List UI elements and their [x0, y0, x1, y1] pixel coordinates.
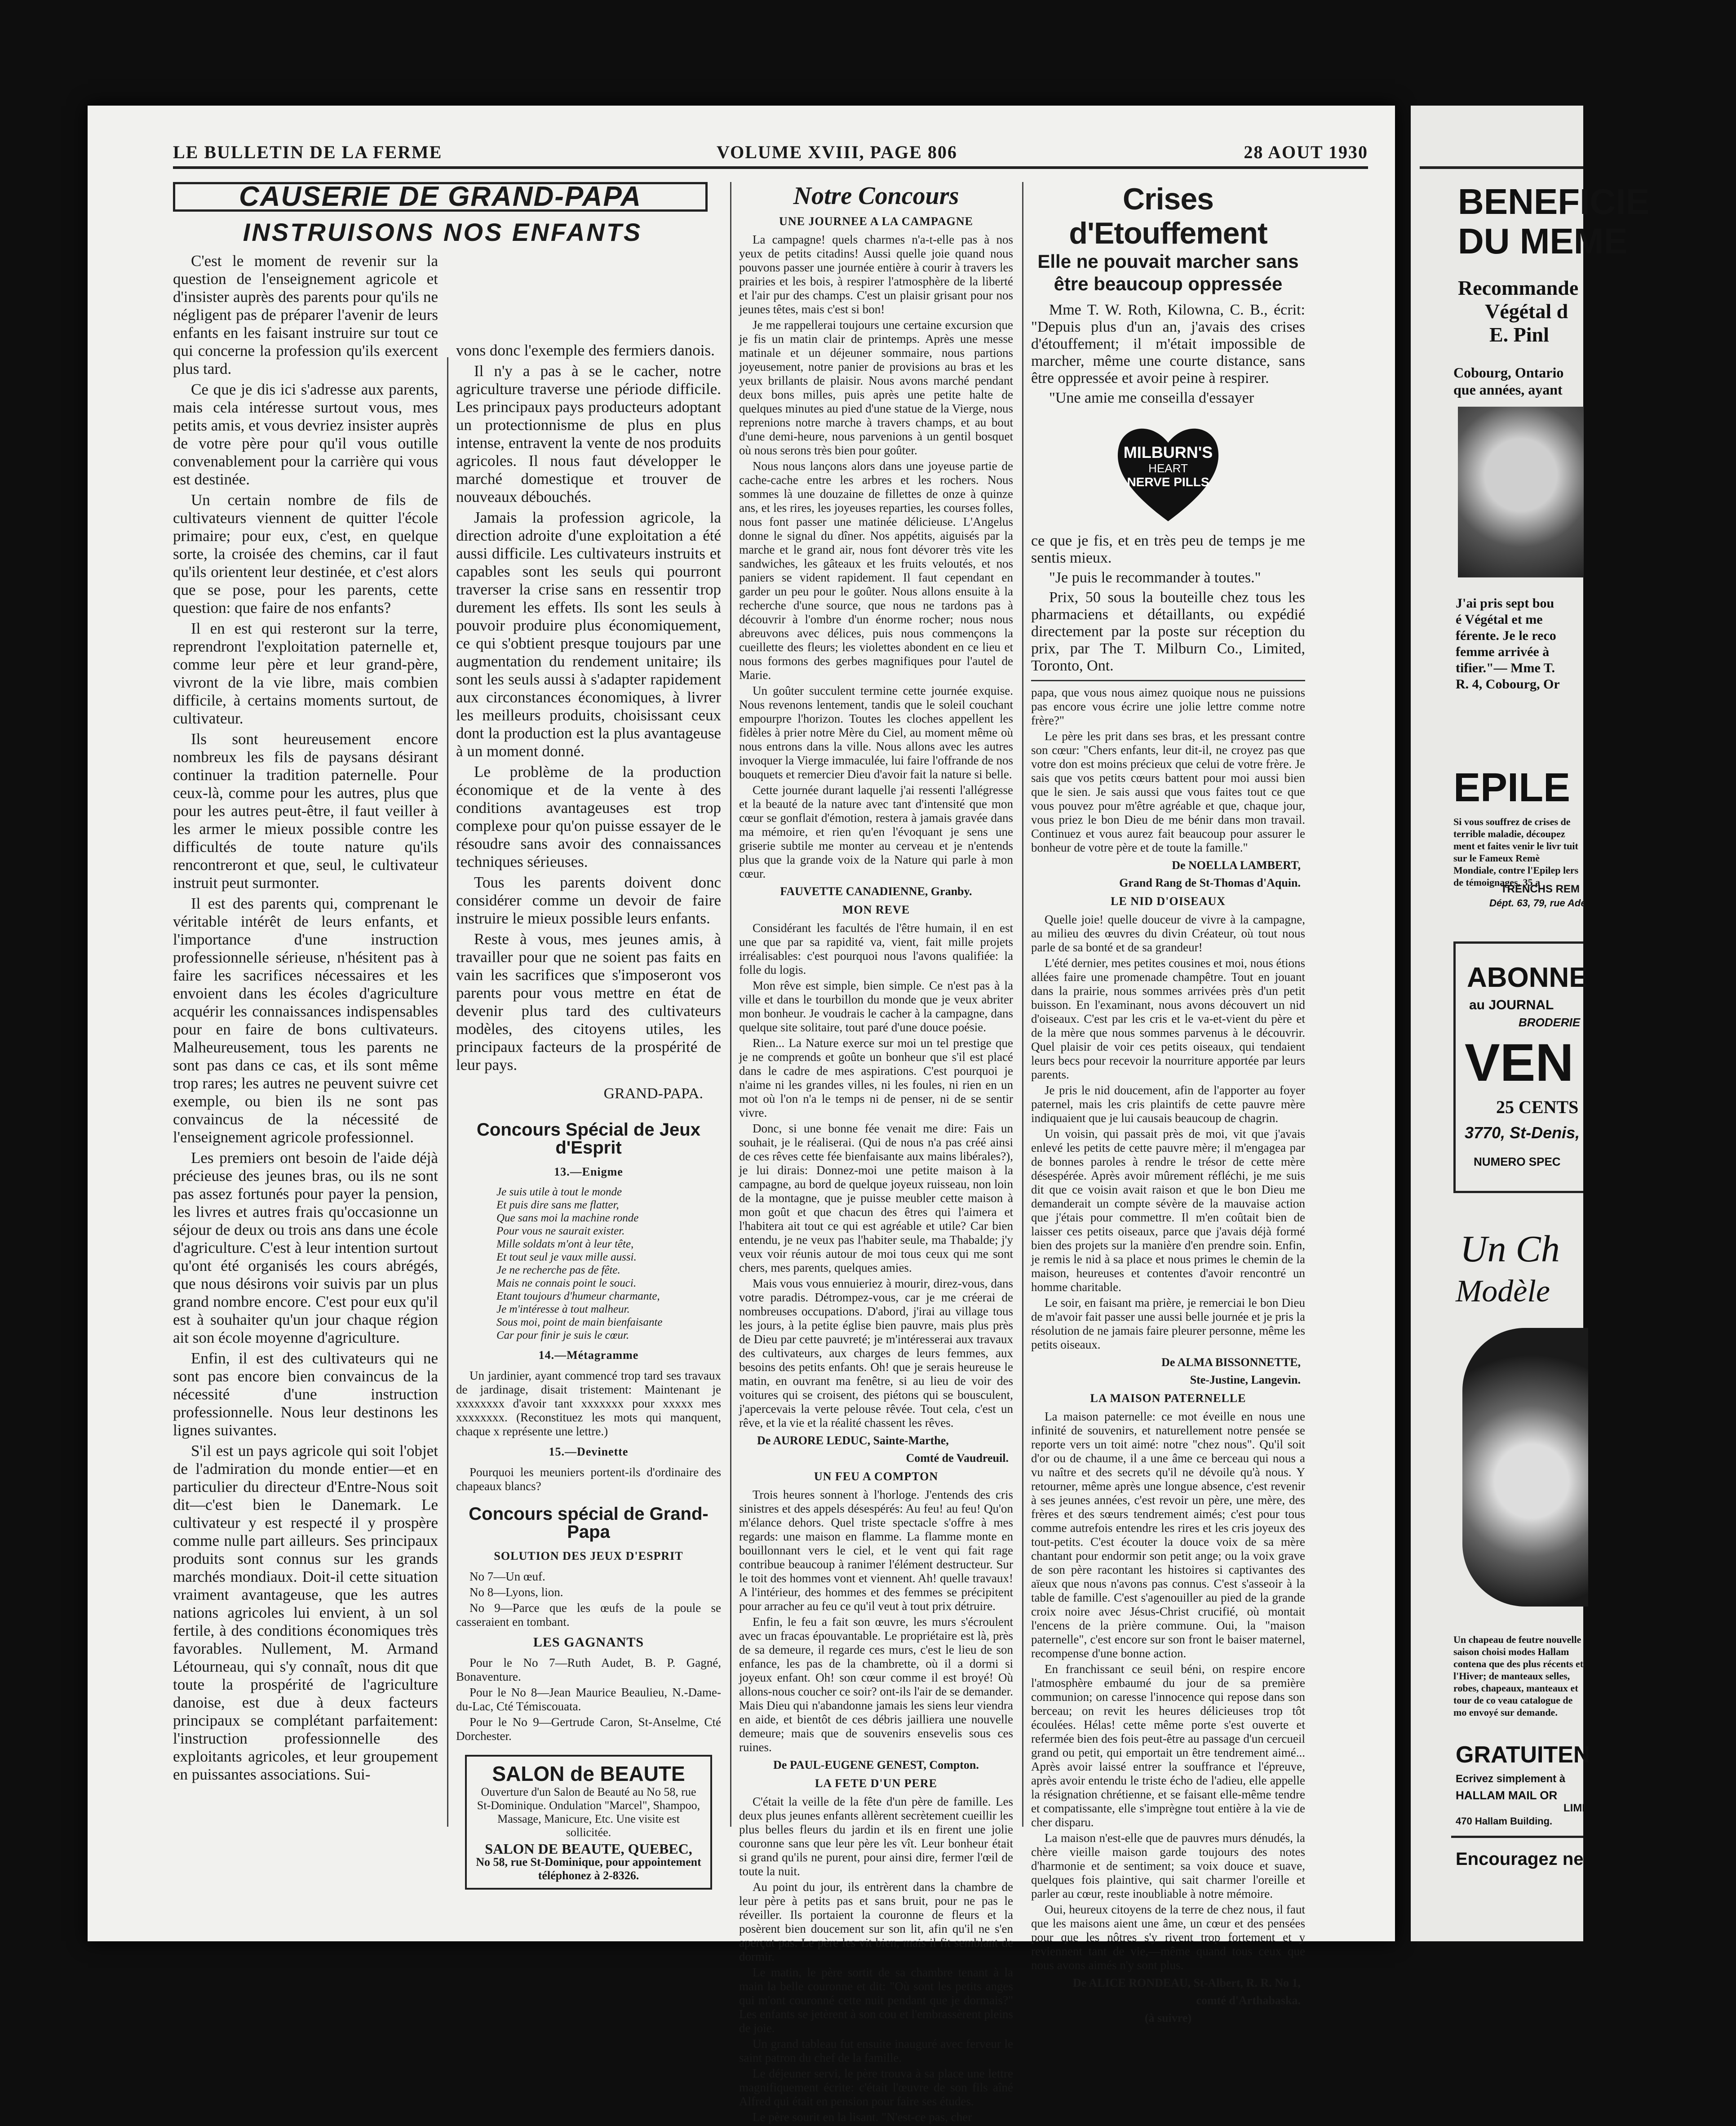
abonne-numero: NUMERO SPEC: [1474, 1155, 1561, 1168]
header-rule: [173, 166, 1368, 169]
story-title: LE NID D'OISEAUX: [1111, 895, 1226, 908]
paragraph: Le père sourit en la lisant. "N'est-ce pas, cher: [753, 2110, 972, 2124]
adjacent-rule: [1451, 1836, 1583, 1838]
column-divider: [447, 357, 448, 1827]
poem-line: Pour vous ne saurait exister.: [496, 1225, 625, 1237]
devinette-label: 15.—Devinette: [549, 1445, 629, 1458]
column-divider: [730, 182, 731, 1827]
solution-item: No 8—Lyons, lion.: [469, 1585, 563, 1599]
enigme-poem: [496, 1185, 721, 1342]
paragraph: Il en est qui resteront sur la terre, reprendront l'exploitation paternelle et, comme leur père et leur grand-père, vivront de la vie libre, mais combien difficile, à certains moments surtout, de cultivateur.: [173, 620, 438, 727]
story-title: UNE JOURNEE A LA CAMPAGNE: [779, 215, 973, 228]
paragraph: Les premiers ont besoin de l'aide déjà précieuse des jeunes bras, ou ils ne sont pas assez fortunés pour payer la pension, les livres et autres frais qu'occasionne un séjour de deux ou trois ans dans une école d'agriculture. C'est à leur intention surtout qu'ont été organisés les cours abrégés, que nous désirons voir suivis par un plus grand nombre encore. C'est pour eux qu'il est à souhaiter qu'un jour chaque région ait son école moyenne d'agriculture.: [173, 1149, 438, 1346]
ad-line: Cobourg, Ontario: [1453, 364, 1564, 381]
paragraph: C'était la veille de la fête d'un père de famille. Les deux plus jeunes enfants allèrent secrètement cueillir les plus belles fleurs du jardin et ils en firent une jolie couronne sans que leur père les vît. Leur bonheur était si grand qu'ils ne purent, pour ainsi dire, fermer l'œil de toute la nuit.: [739, 1795, 1013, 1878]
column-3: [739, 182, 1013, 2126]
paragraph: Le déjeuner servi, le père trouva à sa place une lettre magnifiquement écrite: c'était l'œuvre de son fils aîné Alfred qui était en pension pour faire ses études.: [739, 2067, 1013, 2108]
abonne-address: 3770, St-Denis,: [1465, 1123, 1580, 1142]
paragraph: Un voisin, qui passait près de moi, vit que j'avais enlevé les petits de cette pauvre mère; il m'engagea par de bonnes paroles à rendre le trésor de cette mère désespérée. Après avoir mûrement réfléchi, je me suis dit que ce voisin avait raison et que le bon Dieu me demanderait un compte sévère de la mauvaise action que j'étais pour commettre. Il m'en coûtait bien de laisser ces petits oiseaux, parce que j'avais déjà formé bien des projets sur la manière d'en prendre soin. Enfin, je remis le nid à sa place et nous primes le chemin de la maison, heureuses et contentes d'avoir rencontré un homme charitable.: [1031, 1127, 1305, 1294]
paragraph: Cette journée durant laquelle j'ai ressenti l'allégresse et la beauté de la nature avec tant d'intensité que mon cœur se gonflait d'émotion, restera à jamais gravée dans ma mémoire, et rien qu'en l'évoquant je sens une griserie subtile me monter au cerveau et je n'entends plus que la grande voix de la Nature qui parle à mon cœur.: [739, 783, 1013, 880]
ad-line: DU MEME: [1458, 221, 1628, 261]
paragraph: Enfin, il est des cultivateurs qui ne sont pas encore bien convaincus de la nécessité d'une instruction professionnelle. Nous leur destinons les lignes suivantes.: [173, 1349, 438, 1439]
page-header: [173, 142, 1368, 164]
notre-concours-title: Notre Concours: [793, 182, 959, 210]
paragraph: La maison paternelle: ce mot éveille en nous une infinité de souvenirs, et naturellement notre pensée se reporte vers un toit aimé: notre "chez nous". Qu'il soit d'or ou de chaume, il a une âme ce berceau qui nous a vu naître et des secrets qu'il ne dévoile qu'à nous. Y retourner, même après une longue absence, c'est revenir à ses jeunes années, c'est revoir un père, une mère, des frères et des sœurs tendrement aimés; c'est pour tous comme autrefois entendre les rires et les cris joyeux des tout-petits. C'est écouter la douce voix de sa mère chantant pour endormir son petit ange; ou la voix grave de son père racontant les histoires si captivantes des aïeux que nous n'avons pas connus. C'est s'asseoir à la table de famille. C'est s'agenouiller au pied de la grande croix noire avec Jésus-Christ crucifié, où montait l'encens de la prière commune. Oui, la "maison paternelle", c'est encore sur son front le baiser maternel, recompense d'une bonne action.: [1031, 1410, 1305, 1660]
paragraph: C'est le moment de revenir sur la question de l'enseignement agricole et d'insister auprès des parents pour qu'ils ne négligent pas de préparer l'avenir de leurs enfants en les faisant instruire sur tout ce qui concerne la profession qu'ils exercent plus tard.: [173, 252, 438, 377]
paragraph: Ils sont heureusement encore nombreux les fils de paysans désirant continuer la tradition paternelle. Pour ceux-là, comme pour les autres, plus que pour les autres peut-être, il faut veiller à les armer le mieux possible contre les difficultés de toute nature qu'ils rencontreront et que, seul, le cultivateur instruit peut surmonter.: [173, 730, 438, 892]
paragraph: L'été dernier, mes petites cousines et moi, nous étions allées faire une promenade champêtre. Tout en jouant dans la prairie, nous sommes arrivées près d'un petit buisson. En l'examinant, nous avons découvert un nid d'oiseaux. C'est par les cris et le va-et-vient du père et de la mère que nous sommes parvenus à le découvrir. Quel plaisir de voir ces petits oiseaux, qui tendaient leurs becs pour recevoir la nourriture apportée par leurs parents.: [1031, 956, 1305, 1081]
abonnement-ad: [1453, 941, 1588, 1193]
gagnants-list: [456, 1656, 721, 1743]
portrait-photo: [1458, 407, 1584, 577]
paragraph: Un certain nombre de fils de cultivateurs viennent de quitter l'école primaire; pour eux, c'est, en quelque sorte, la croisée des chemins, car il faut qu'ils orientent leur destinée, et c'est alors que se pose, pour les parents, cette question: que faire de nos enfants?: [173, 491, 438, 617]
hallam-building: 470 Hallam Building.: [1456, 1815, 1553, 1827]
adjacent-header-rule: [1420, 166, 1583, 169]
paragraph: La campagne! quels charmes n'a-t-elle pas à nos yeux de petits citadins! Aussi quelle joie quand nous pouvons passer une journée entière à courir à travers les prairies et les bois, à respirer l'atmosphère de la liberté et l'air pur des champs. C'est un plaisir grisant pour nos jeunes têtes, mais c'est si bon!: [739, 233, 1013, 316]
story-title: UN FEU A COMPTON: [814, 1470, 939, 1483]
paragraph: Mme T. W. Roth, Kilowna, C. B., écrit: "Depuis plus d'un an, j'avais des crises d'étouffement; il m'était impossible de marcher, même une courte distance, sans être oppressée et avoir peine à respirer.: [1031, 302, 1305, 386]
ad-line: férente. Je le reco: [1456, 628, 1556, 643]
paragraph: Rien... La Nature exerce sur moi un tel prestige que je ne comprends et goûte un bonheur que s'il est placé dans le cadre de mes aspirations. C'est pourquoi je n'aime ni les grandes villes, ni les foules, ni rien en un mot où l'on n'a le temps ni de penser, ni de se sentir vivre.: [739, 1036, 1013, 1119]
salon-text: Ouverture d'un Salon de Beauté au No 58, rue St-Dominique. Ondulation "Marcel", Shampoo, Massage, Manicure, Etc. Une visite est sollicitée.: [477, 1785, 700, 1839]
metagramme-text: [456, 1369, 721, 1438]
poem-line: Mais ne connais point le souci.: [496, 1277, 637, 1289]
hat-illustration: [1462, 1328, 1588, 1607]
hallam-limited: LIMI: [1563, 1802, 1585, 1814]
paragraph: Tous les parents doivent donc considérer comme un devoir de faire instruire le mieux possible leurs enfants.: [456, 874, 721, 927]
paragraph: Nous nous lançons alors dans une joyeuse partie de cache-cache entre les arbres et les rochers. Nous sommes là une douzaine de fillettes de onze à quinze ans, et les rires, les joyeuses reparties, les courses folles, nous font passer une matinée délicieuse. L'Angelus donne le signal du dîner. Nos appétits, aiguisés par la marche et le grand air, nous font dévorer très vite les sandwiches, les gâteaux et les fruits veloutés, et nos paniers se vident rapidement. Il faut cependant en garder un peu pour le goûter. Nous allons ensuite à la recherche d'une source, que nous ne tardons pas à découvrir à l'ombre d'un énorme rocher; nous nous abreuvons avec délices, puis nous commençons la cueillette des fleurs; les violettes abondent en ce lieu et nous formons des gerbes magnifiques pour l'autel de Marie.: [739, 459, 1013, 682]
paragraph: Le matin, le père sortit de sa chambre tenant à la main la belle couronne et dit: "Où sont les petits anges qui m'ont couronné cette nuit pendant que je dormais?" Les enfants se jetèrent à son cou et l'embrassèrent pleins de joie.: [739, 1966, 1013, 2035]
abonne-title: ABONNE: [1467, 962, 1588, 993]
paragraph: Trois heures sonnent à l'horloge. J'entends des cris sinistres et des appels désespérés: Au feu! au feu! Qu'on m'élance dehors. Quel triste spectacle s'offre à mes regards: une maison en flamme. La flamme monte en bouillonnant vers le ciel, et le vent qui fait rage contribue beaucoup à ranimer l'élément destructeur. Sur le toit des hommes vont et viennent. Ah! quelle travaux! A l'intérieur, des hommes et des femmes se précipitent pour arracher au feu ce qu'il veut à tout prix détruire.: [739, 1488, 1013, 1613]
paragraph: vons donc l'exemple des fermiers danois.: [456, 342, 715, 359]
crises-subtitle: Elle ne pouvait marcher sans être beaucoup oppressée: [1037, 251, 1299, 294]
crises-ad: [1031, 182, 1305, 675]
paragraph: Mais vous vous ennuieriez à mourir, direz-vous, dans votre paradis. Détrompez-vous, car je me créerai de nombreuses occupations. D'abord, j'irai au village tous les jours, à la petite église bien pauvre, mais plus près de Dieu par cette pauvreté; je m'intéresserai aux travaux des cultivateurs, aux charges de leurs femmes, aux besoins des petits enfants. Oh! que je serais heureuse le matin, en ouvrant ma fenêtre, si au lieu de voir des voitures qui se croisent, des piétons qui se bousculent, j'apercevais la verte pelouse rêvée. Tout cela, c'est un rêve, et la vie et la réalité chassent les rêves.: [739, 1277, 1013, 1429]
epil-dept: Dépt. 63, 79, rue Ade: [1489, 897, 1586, 909]
story-author: FAUVETTE CANADIENNE, Granby.: [780, 885, 972, 898]
paragraph: Le problème de la production économique et de la vente à des conditions avantageuses est trop complexe pour qu'on puisse essayer de le résoudre sans avoir des connaissances techniques sérieuses.: [456, 763, 721, 870]
poem-line: Je m'intéresse à tout malheur.: [496, 1303, 630, 1315]
causerie-headline: INSTRUISONS NOS ENFANTS: [243, 218, 642, 246]
header-publication: LE BULLETIN DE LA FERME: [173, 142, 443, 162]
salon-beaute-ad: [465, 1755, 712, 1890]
story-author: De AURORE LEDUC, Sainte-Marthe,: [757, 1434, 949, 1447]
story-author-location: comté d'Arthabaska.: [1196, 1994, 1301, 2007]
gratuit-title: GRATUITEN: [1456, 1742, 1590, 1768]
gagnant-item: Pour le No 9—Gertrude Caron, St-Anselme, Cté Dorchester.: [456, 1715, 721, 1743]
adjacent-page-fragment: [1411, 106, 1650, 1941]
ad-line: BENEFICIE: [1458, 182, 1650, 222]
header-volume: VOLUME XVIII, PAGE 806: [717, 142, 957, 162]
adjacent-ad-text: [1453, 364, 1626, 398]
story-author: De PAUL-EUGENE GENEST, Compton.: [773, 1758, 979, 1771]
adjacent-ad-sub: [1458, 276, 1630, 346]
heart-line: MILBURN'S: [1123, 443, 1213, 462]
column-4: [1031, 182, 1305, 2028]
paragraph: Reste à vous, mes jeunes amis, à travailler pour que ne soient pas faits en vain les sacrifices que s'imposeront vos parents pour vous mettre en état de devenir plus tard des cultivateurs modèles, des citoyens utiles, les principaux facteurs de la prospérité de leur pays.: [456, 930, 721, 1074]
heart-line: NERVE PILLS: [1127, 475, 1209, 489]
section-rule: [1031, 680, 1305, 681]
ad-line: Végétal d: [1485, 300, 1568, 323]
ad-line: tifier."— Mme T.: [1456, 661, 1555, 675]
paragraph: Un jardinier, ayant commencé trop tard ses travaux de jardinage, disait tristement: Maintenant je xxxxxxxx d'avoir tant xxxxxxx pour xxxxx mes xxxxxxxx. (Reconstituez les mots qui manquent, chaque x représente une lettre.): [456, 1369, 721, 1438]
salon-title: SALON de BEAUTE: [492, 1762, 685, 1785]
paragraph: Le soir, en faisant ma prière, je remerciai le bon Dieu de m'avoir fait passer une aussi belle journée et je pris la résolution de ne jamais faire pleurer personne, même les petits oiseaux.: [1031, 1296, 1305, 1351]
poem-line: Je suis utile à tout le monde: [496, 1186, 622, 1198]
paragraph: Un goûter succulent termine cette journée exquise. Nous revenons lentement, tandis que le soleil couchant empourpre l'horizon. Toutes les cloches appellent les fidèles à prier notre Mère du Ciel, au moment même où nous entrons dans la ville. Nous allons avec les autres invoquer la Vierge immaculée, lui faire l'offrande de nos bouquets et remercier Dieu d'avoir fait la nature si belle.: [739, 684, 1013, 781]
solutions-list: [456, 1570, 721, 1629]
paragraph: "Je puis le recommander à toutes.": [1049, 569, 1261, 586]
causerie-signature: GRAND-PAPA.: [603, 1085, 703, 1102]
paragraph: Enfin, le feu a fait son œuvre, les murs s'écroulent avec un fracas épouvantable. Le propriétaire est là, près de sa demeure, il regarde ces murs, c'est le lieu de son enfance, les pas de la chambrette, où il a dormi si joyeux enfant. Oh! son cœur comme il est broyé! Où allons-nous coucher ce soir? ont-ils l'air de se demander. Mais Dieu qui n'abandonne jamais les siens leur viendra en aide, et bientôt de ces débris jailliera une nouvelle demeure; mais que de souvenirs ensevelis sous ces ruines.: [739, 1615, 1013, 1754]
to-be-continued: (à suivre): [1144, 2011, 1192, 2024]
story-author-location: Comté de Vaudreuil.: [906, 1451, 1009, 1465]
newspaper-page: [88, 106, 1395, 2124]
ad-line: é Végétal et me: [1456, 612, 1543, 627]
chapeau-text: Un chapeau de feutre nouvelle saison choisi modes Hallam contena que des plus récents et l'Hiver; de manteaux selles, robes, chapeaux, manteaux et tour de co veau catalogue de mo envoyé sur demande.: [1453, 1634, 1584, 1718]
ad-line: J'ai pris sept bou: [1456, 596, 1554, 611]
poem-line: Etant toujours d'humeur charmante,: [496, 1290, 660, 1302]
poem-line: Et puis dire sans me flatter,: [496, 1199, 619, 1211]
paragraph: "Une amie me conseilla d'essayer: [1049, 390, 1254, 406]
adjacent-testimonial: [1456, 595, 1628, 692]
paragraph: Jamais la profession agricole, la direction adroite d'une exploitation a été aussi difficile. Les cultivateurs instruits et capables sont les seuls qui pourront traverser la crise sans en ressentir trop durement les effets. Ils sont les seuls à pouvoir produire plus économiquement, ce qui s'obtient presque toujours par une augmentation du rendement unitaire; ils sont les seuls aussi à s'adapter rapidement aux circonstances économiques, à livrer les meilleurs produits, choisissant ceux dont la production est la plus avantageuse à un moment donné.: [456, 509, 721, 760]
epil-text: Si vous souffrez de crises de terrible maladie, découpez ment et faites venir le livr tuit sur le Fameux Remè Mondiale, contre l'Epilep lers de témoignages, 35 a: [1453, 816, 1579, 888]
ad-line: R. 4, Cobourg, Or: [1456, 677, 1560, 692]
paragraph: Donc, si une bonne fée venait me dire: Fais un souhait, je le réaliserai. (Qui de nous n'a pas créé ainsi de ces rêves cette fée bienfaisante aux mains libérales?), je lui dirais: Donnez-moi une petite maison à la campagne, au bord de quelque joyeux ruisseau, non loin de la montagne, que je puisse meubler cette maison à mon goût et que chacun des êtres qui l'aimera et l'habitera ait tout ce qui est agréable et utile? Car bien entendu, je ne veux pas l'habiter seule, ma Thabalde; j'y veux voir réunis autour de moi tous ceux qui me sont chers, mes parents, quelques amies.: [739, 1122, 1013, 1274]
epil-title: EPILE: [1453, 765, 1571, 810]
heart-line: HEART: [1148, 462, 1188, 475]
solution-item: No 7—Un œuf.: [469, 1570, 545, 1583]
paragraph: Prix, 50 sous la bouteille chez tous les pharmaciens et détaillants, ou expédié directement par la poste sur réception du prix, par The T. Milburn Co., Limited, Toronto, Ont.: [1031, 589, 1305, 674]
paragraph: Au point du jour, ils entrèrent dans la chambre de leur père à petits pas et sans bruit, pour ne pas le réveiller. Ils portaient la couronne de fleurs et la posèrent bien doucement sur son lit, afin qu'il ne s'en aperçut pas. Le père les vit bien, mais il fit semblant de dormir.: [739, 1880, 1013, 1963]
ad-line: femme arrivée à: [1456, 644, 1550, 659]
paragraph: Un grand tableau fut ensuite inauguré avec ferveur le saint patron du chef de la famille.: [739, 2037, 1013, 2064]
paragraph: Je me rappellerai toujours une certaine excursion que je fis un matin clair de printemps. Après une messe matinale et un déjeuner sommaire, nous partions joyeusement, notre panier de provisions au bras et les yeux brillants de plaisir. Nous avons marché pendant deux bons milles, puis après une petite halte de quelques minutes au pied d'une statue de la Vierge, nous reprenions notre marche à travers champs, et au bout d'une demi-heure, nous parvenions à un gentil bosquet où nous serons très bien pour goûter.: [739, 318, 1013, 457]
epil-company: TRENCHS REM: [1501, 883, 1580, 895]
paragraph: Pourquoi les meuniers portent-ils d'ordinaire des chapeaux blancs?: [456, 1465, 721, 1493]
salon-address: No 58, rue St-Dominique, pour appointement téléphonez à 2-8326.: [476, 1855, 701, 1882]
milburns-heart-logo: [1112, 416, 1224, 528]
poem-line: Et tout seul je vaux mille aussi.: [496, 1251, 637, 1263]
abonne-broderie: BRODERIE: [1519, 1016, 1581, 1029]
story-author: De NOELLA LAMBERT,: [1172, 859, 1301, 872]
chapeau-ad-title: Un Ch: [1460, 1228, 1560, 1270]
story-title: MON REVE: [842, 903, 910, 916]
gagnants-title: LES GAGNANTS: [533, 1635, 644, 1650]
poem-line: Que sans moi la machine ronde: [496, 1212, 639, 1224]
paragraph: Considérant les facultés de l'être humain, il en est une que par sa rapidité va, vient, fait mille projets irréalisables: c'est pourquoi nous l'avons qualifiée: la folle du logis.: [739, 921, 1013, 976]
poem-line: Car pour finir je suis le cœur.: [496, 1329, 629, 1341]
causerie-title-box: [173, 182, 708, 212]
adjacent-ad-title: [1458, 182, 1650, 261]
header-date: 28 AOUT 1930: [1244, 142, 1368, 162]
solution-title: SOLUTION DES JEUX D'ESPRIT: [494, 1549, 683, 1562]
paragraph: En franchissant ce seuil béni, on respire encore l'atmosphère embaumé du jour de sa première communion; on caresse l'innocence qui repose dans son berceau; on revit les heures délicieuses trop tôt écoulées. Hélas! cette même porte s'est ouverte et refermée bien des fois peut-être au passage d'un cercueil grand ou petit, qui emportait un être tendrement aimé... Après avoir laissé entrer la souffrance et l'épreuve, après avoir entendu le triste écho de l'adieu, elle appelle la résignation chrétienne, et se faisant elle-même tendre et compatissante, elle s'imprègne tout entière à la vie de cher disparu.: [1031, 1662, 1305, 1829]
paragraph: ce que je fis, et en très peu de temps je me sentis mieux.: [1031, 533, 1305, 566]
paragraph: La maison n'est-elle que de pauvres murs dénudés, la chère vieille maison garde toujours des notes d'harmonie et de sentiment; sa voix douce et suave, quelques fois plaintive, qui sait charmer l'oreille et parler au cœur, reste inoubliable à notre mémoire.: [1031, 1831, 1305, 1900]
story-author-location: Grand Rang de St-Thomas d'Aquin.: [1119, 876, 1301, 889]
concours-esprit-title: Concours Spécial de Jeux d'Esprit: [477, 1120, 700, 1158]
concours-gp-title: Concours spécial de Grand-Papa: [469, 1504, 709, 1542]
paragraph: Je pris le nid doucement, afin de l'apporter au foyer paternel, mais les cris plaintifs de cette pauvre mère indiquaient que je lui causais beaucoup de chagrin.: [1031, 1083, 1305, 1125]
encouragez-text: Encouragez ne: [1456, 1849, 1584, 1869]
abonne-vente: VEN: [1465, 1033, 1574, 1092]
ad-line: E. Pinl: [1489, 323, 1549, 346]
paragraph: papa, que vous nous aimez quoique nous ne puissions pas encore vous écrire une jolie lettre comme notre frère?": [1031, 686, 1305, 727]
story-author: De ALICE RONDEAU, St-Albert, R. R. No 1,: [1073, 1976, 1301, 1989]
paragraph: S'il est un pays agricole qui soit l'objet de l'admiration du monde entier—et en particulier du directeur d'Entre-Nous soit dit—c'est bien le Danemark. Le cultivateur y est respecté il y prospère comme nulle part ailleurs. Ses principaux produits sont connus sur les grands marchés mondiaux. Doit-il cette situation vraiment avantageuse, que les autres nations agricoles lui envient, à un sol fertile, à des conditions économiques très favorables. Nullement, M. Armand Létourneau, qui s'y connaît, nous dit que toute la prospérité de l'agriculture danoise, est due à deux facteurs principaux se complétant parfaitement: l'instruction professionnelle des exploitants agricoles, et leur groupement en puissantes associations. Sui-: [173, 1442, 438, 1783]
hallam-name: HALLAM MAIL OR: [1456, 1789, 1558, 1802]
enigme-label: 13.—Enigme: [554, 1165, 623, 1178]
metagramme-label: 14.—Métagramme: [538, 1349, 639, 1362]
chapeau-ad-subtitle: Modèle: [1456, 1274, 1550, 1309]
poem-line: Mille soldats m'ont à leur tête,: [496, 1238, 634, 1250]
story-title: LA FETE D'UN PERE: [815, 1777, 937, 1790]
paragraph: Il n'y a pas à se le cacher, notre agriculture traverse une période difficile. Les principaux pays producteurs adoptant un protectionnisme de plus en plus intense, entravent la vente de nos produits agricoles. Il nous faut développer le marché domestique et trouver de nouveaux débouchés.: [456, 362, 721, 506]
story-author: De ALMA BISSONNETTE,: [1161, 1356, 1301, 1369]
gagnant-item: Pour le No 8—Jean Maurice Beaulieu, N.-Dame-du-Lac, Cté Témiscouata.: [456, 1686, 721, 1713]
ad-line: Recommande: [1458, 276, 1579, 299]
solution-item: No 9—Parce que les œufs de la poule se casseraient en tombant.: [456, 1601, 721, 1629]
column-4-stories: [1031, 686, 1305, 2025]
gratuit-ecrivez: Ecrivez simplement à: [1456, 1773, 1566, 1785]
causerie-col1-text: [173, 252, 438, 1784]
causerie-title: CAUSERIE DE GRAND-PAPA: [239, 181, 642, 212]
paragraph: Il est des parents qui, comprenant le véritable intérêt de leurs enfants, et l'importance d'une instruction professionnelle sérieuse, n'hésitent pas à faire les sacrifices nécessaires et les envoient dans les écoles d'agriculture acquérir les connaissances indispensables pour en faire de bons cultivateurs. Malheureusement, tous les parents ne sont pas dans ce cas, et ils sont même trop rares; les autres ne peuvent suivre cet exemple, ou bien ils ne sont pas convaincus de la nécessité de l'enseignement agricole professionnel.: [173, 895, 438, 1146]
column-2: [456, 342, 721, 1890]
abonne-cents: 25 CENTS: [1496, 1097, 1579, 1117]
paragraph: Le père les prit dans ses bras, et les pressant contre son cœur: "Chers enfants, leur dit-il, ne croyez pas que votre don est moins précieux que celui de votre frère. Je sais que vos petits cœurs battent pour moi aussi bien que le sien. Je sais aussi que vous faites tout ce que vous pouvez pour m'être agréable et que, chaque jour, vous priez le bon Dieu de me bénir dans mon travail. Continuez et vous aurez fait beaucoup pour assurer le bonheur de votre père et de toute la famille.": [1031, 729, 1305, 854]
paragraph: Quelle joie! quelle douceur de vivre à la campagne, au milieu des œuvres du divin Créateur, où tout nous parle de sa bonté et de sa grandeur!: [1031, 913, 1305, 954]
abonne-journal: au JOURNAL: [1469, 998, 1554, 1012]
ad-line: que années, ayant: [1453, 382, 1563, 398]
paragraph: Oui, heureux citoyens de la terre de chez nous, il faut que les maisons aient une âme, un cœur et des pensées pour que les nôtres s'y rivent trop fortement et y reviennent tant de vie,—même quand tous ceux que nous avons aimés n'y sont plus.: [1031, 1903, 1305, 1972]
story-author-location: Ste-Justine, Langevin.: [1190, 1373, 1301, 1386]
poem-line: Je ne recherche pas de fête.: [496, 1264, 620, 1276]
poem-line: Sous moi, point de main bienfaisante: [496, 1316, 663, 1328]
paragraph: Ce que je dis ici s'adresse aux parents, mais cela intéresse surtout vous, mes petits amis, et vous devriez insister auprès de votre père pour qu'il vous outille convenablement pour la carrière qui vous est destinée.: [173, 381, 438, 488]
crises-title: Crises d'Etouffement: [1069, 182, 1267, 250]
devinette-text: [456, 1465, 721, 1493]
paragraph: Mon rêve est simple, bien simple. Ce n'est pas à la ville et dans le tourbillon du monde que je veux abriter mon bonheur. Je voudrais le cacher à la campagne, dans quelque site solitaire, tout paré d'une douce poésie.: [739, 979, 1013, 1034]
story-title: LA MAISON PATERNELLE: [1090, 1392, 1246, 1405]
gagnant-item: Pour le No 7—Ruth Audet, B. P. Gagné, Bonaventure.: [456, 1656, 721, 1683]
column-divider: [1022, 182, 1023, 1827]
salon-name: SALON DE BEAUTE, QUEBEC,: [485, 1841, 692, 1857]
